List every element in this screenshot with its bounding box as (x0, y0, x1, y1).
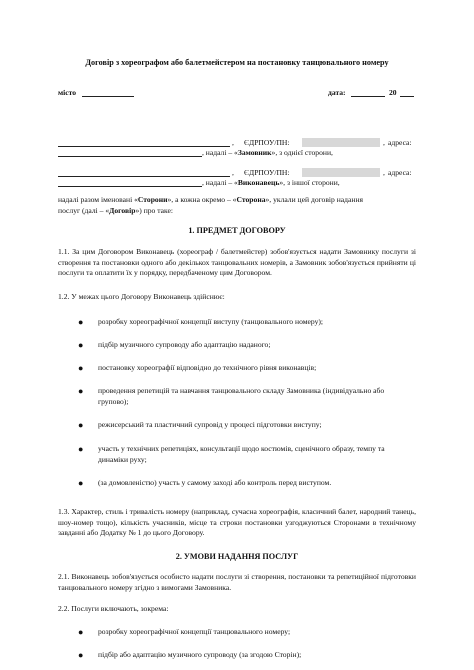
list-item: розробку хореографічної концепції виступу (танцювального номеру); (98, 317, 324, 326)
party2-role: , надалі – «Виконавець», з іншої сторони, (202, 178, 340, 187)
bullet-icon: ● (78, 627, 84, 637)
list-item: розробку хореографічної концепції танцювального номеру; (98, 627, 291, 636)
section2-heading: 2. УМОВИ НАДАННЯ ПОСЛУГ (175, 552, 299, 561)
party2-edrpou-field[interactable] (302, 168, 380, 177)
party2-name-line1[interactable] (58, 176, 230, 177)
bullet-icon: ● (78, 340, 84, 350)
date-blank[interactable] (351, 96, 385, 97)
party1-role: , надалі – «Замовник», з однієї сторони, (202, 148, 333, 157)
date-year: 20 (389, 88, 397, 97)
section1-heading: 1. ПРЕДМЕТ ДОГОВОРУ (188, 226, 286, 235)
list-item: проведення репетицій та навчання танцювального складу Замовника (індивідуально або групово); (98, 386, 385, 406)
clause-1-2: 1.2. У межах цього Договору Виконавець здійснює: (58, 292, 225, 301)
date-label: дата: (328, 88, 346, 97)
party1-name-line2[interactable] (58, 156, 202, 157)
document-title: Договір з хореографом або балетмейстером на постановку танцювального номеру (85, 58, 389, 67)
city-blank[interactable] (82, 96, 134, 97)
list-item: участь у технічних репетиціях, консультації щодо костюмів, сценічного образу, темпу та динаміки руху; (98, 444, 385, 464)
list-item: (за домовленістю) участь у самому заході або контроль перед виступом. (98, 478, 332, 487)
intro-line2: послуг (далі – «Договір») про таке: (58, 206, 174, 215)
party2-comma: , (232, 168, 234, 177)
bullet-icon: ● (78, 478, 84, 488)
list-item: підбір або адаптацію музичного супроводу (за згодою Сторін); (98, 650, 302, 659)
bullet-icon: ● (78, 420, 84, 430)
year-blank[interactable] (400, 96, 414, 97)
clause-2-2: 2.2. Послуги включають, зокрема: (58, 604, 169, 613)
clause-2-1: 2.1. Виконавець зобов'язується особисто надати послуги зі створення, постановки та репетиційної підготовки танцювального номеру згідно з вимогами Замовника. (58, 572, 416, 592)
party1-address-label: адреса: (388, 138, 412, 147)
list-item: підбір музичного супроводу або адаптацію наданого; (98, 340, 271, 349)
bullet-icon: ● (78, 317, 84, 327)
party2-edrpou-label: ЄДРПОУ/ПН: (244, 168, 290, 177)
bullet-icon: ● (78, 363, 84, 373)
party2-name-line2[interactable] (58, 186, 202, 187)
party1-comma2: , (383, 138, 385, 147)
clause-1-1: 1.1. За цим Договором Виконавець (хореограф / балетмейстер) зобов'язується надати Замовнику послуги зі створення та постановки одного або декількох танцювальних номерів, а Замовник зобов'язується прийняти ці послуги та оплатити їх у порядку, передбаченому цим Договором. (58, 247, 416, 278)
party1-edrpou-field[interactable] (302, 138, 380, 147)
party2-comma2: , (383, 168, 385, 177)
party1-name-line1[interactable] (58, 146, 230, 147)
party2-address-label: адреса: (388, 168, 412, 177)
bullet-icon: ● (78, 444, 84, 454)
party1-edrpou-label: ЄДРПОУ/ПН: (244, 138, 290, 147)
bullet-icon: ● (78, 650, 84, 660)
party1-comma: , (232, 138, 234, 147)
city-label: місто (58, 88, 77, 97)
list-item: постановку хореографії відповідно до технічного рівня виконавців; (98, 363, 317, 372)
list-item: режисерський та пластичний супровід у процесі підготовки виступу; (98, 420, 322, 429)
clause-1-3: 1.3. Характер, стиль і тривалість номеру (наприклад, сучасна хореографія, класичний балет, народний танець, шоу-номер тощо), кількість учасників, місце та строки постановки узгоджуються Сторонами в технічному завданні або Додатку № 1 до цього Договору. (58, 507, 416, 538)
intro-line1: надалі разом іменовані «Сторони», а кожна окремо – «Сторона», уклали цей договір надання (58, 195, 364, 204)
bullet-icon: ● (78, 386, 84, 396)
